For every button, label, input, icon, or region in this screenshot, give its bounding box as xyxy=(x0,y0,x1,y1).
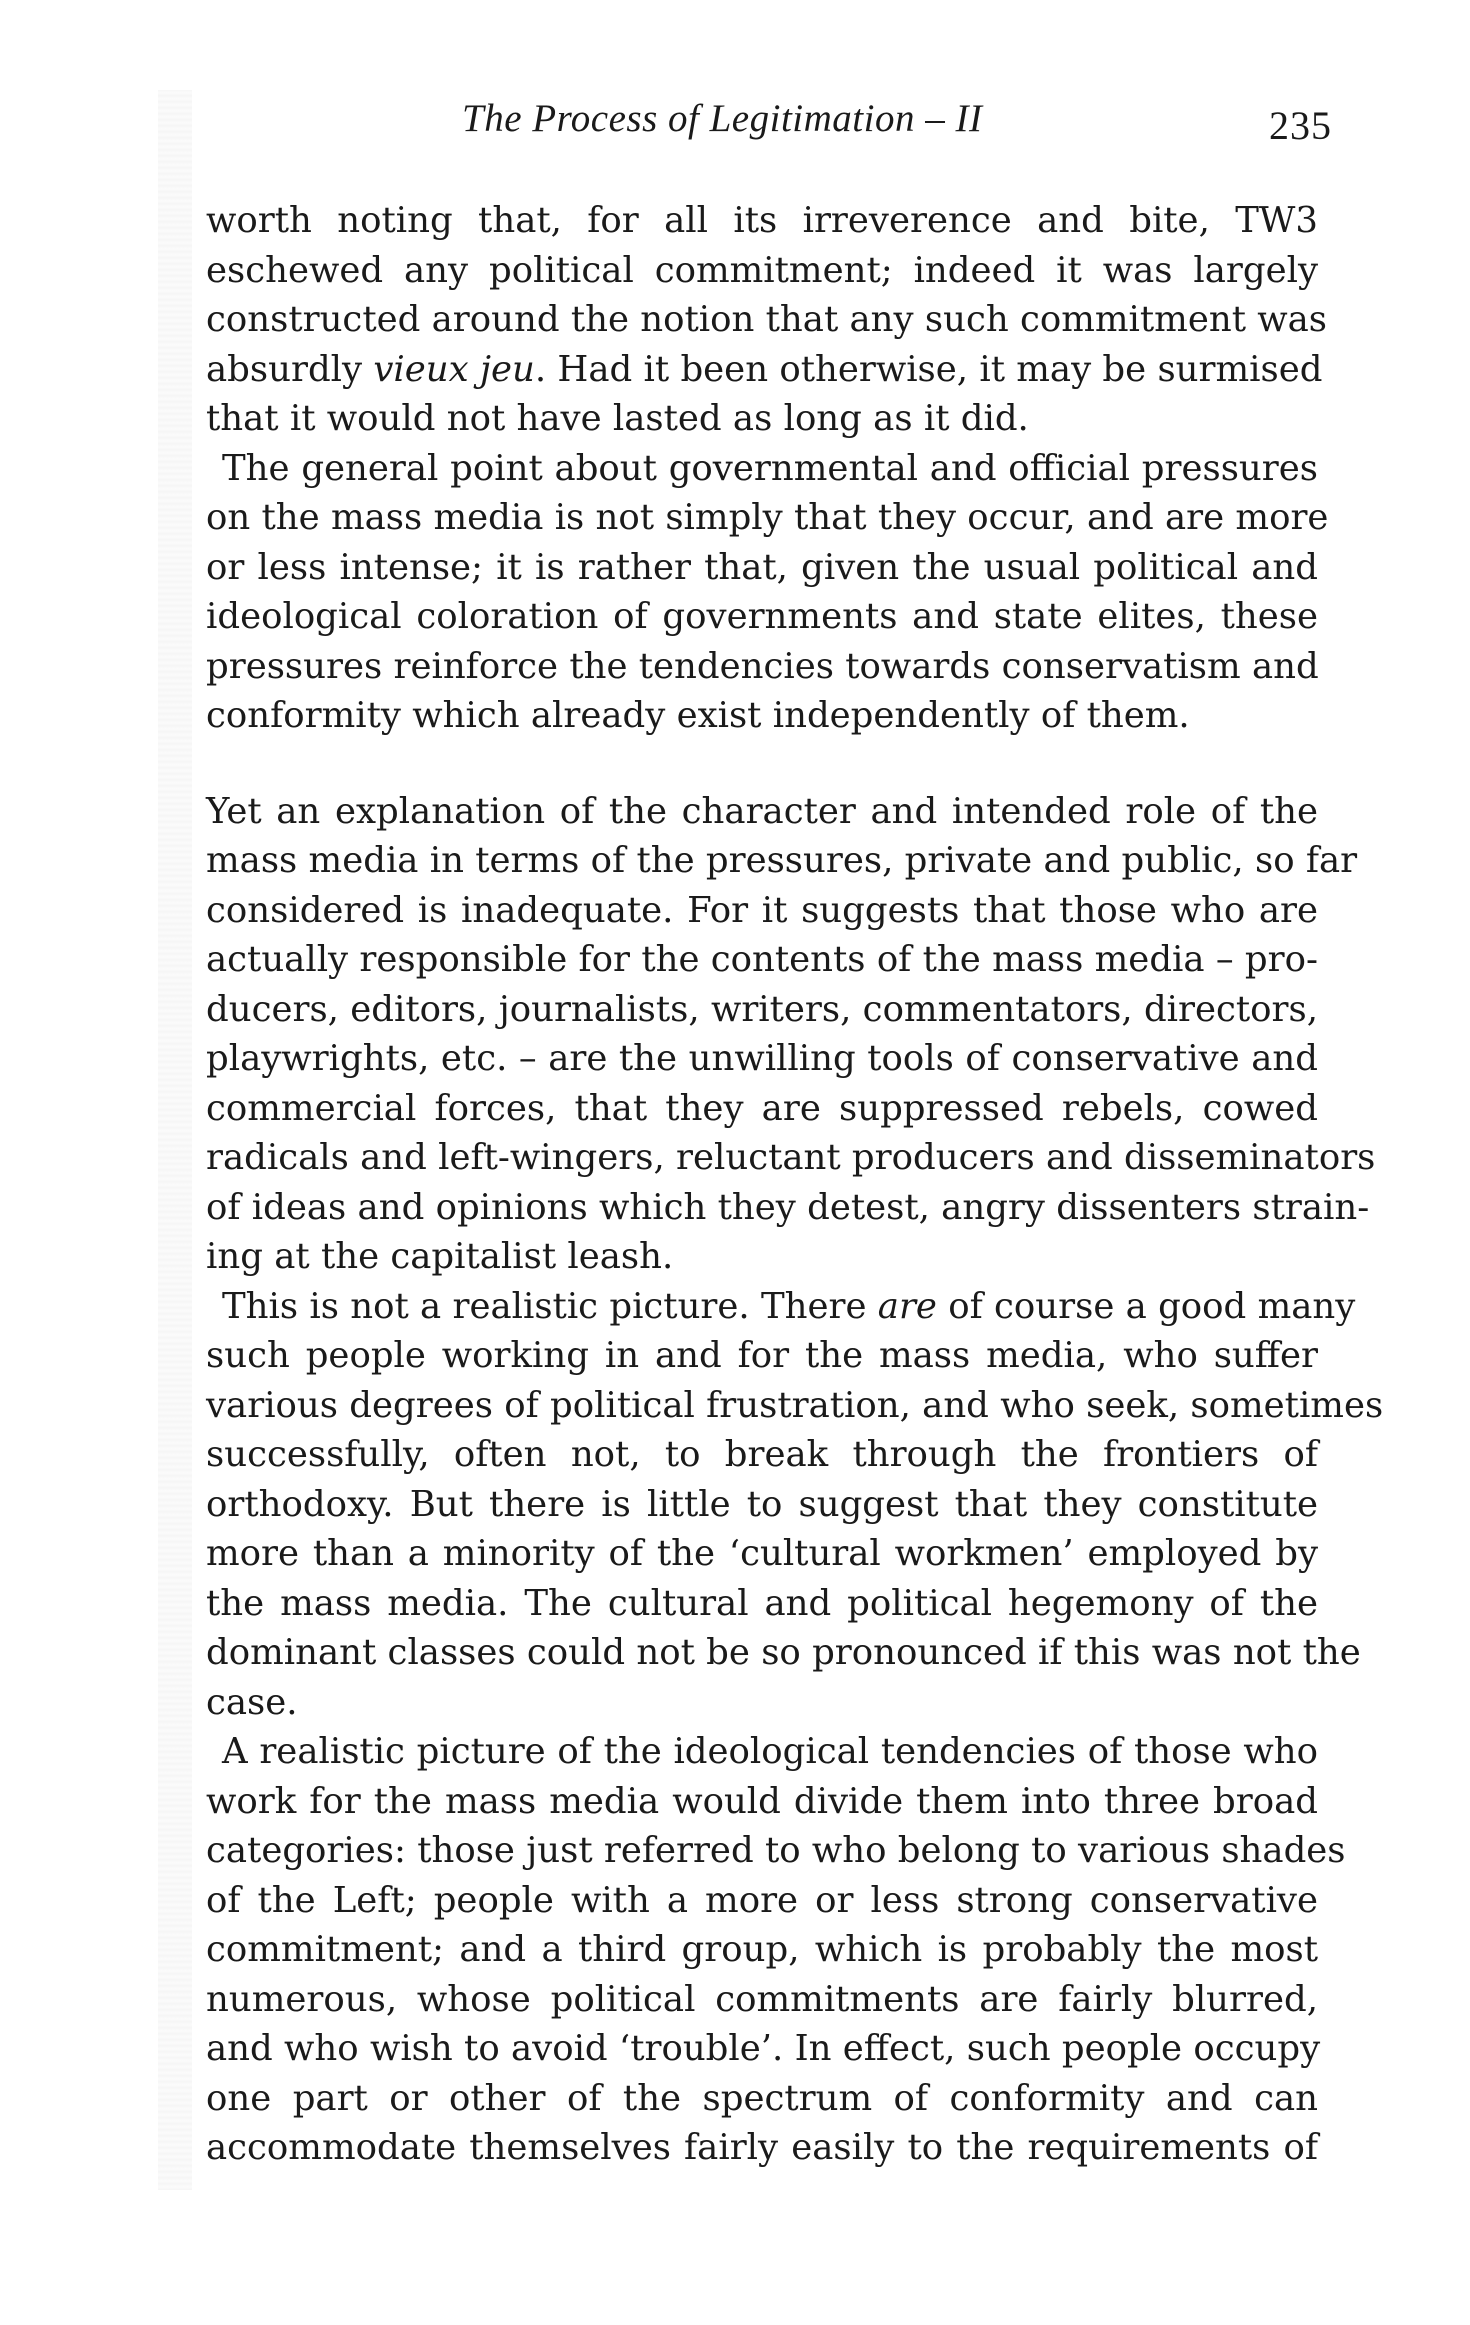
text-line: orthodoxy. But there is little to suggest that they constitute xyxy=(206,1483,1318,1525)
line-text: absurdly xyxy=(206,348,374,390)
text-line: constructed around the notion that any such commitment was xyxy=(206,299,1328,340)
line-text: . Had it been otherwise, it may be surmised xyxy=(534,348,1323,390)
text-line: or less intense; it is rather that, given the usual political and xyxy=(206,546,1318,588)
text-line: considered is inadequate. For it suggests that those who are xyxy=(206,889,1318,931)
text-line: and who wish to avoid ‘trouble’. In effect, such people occupy xyxy=(206,2028,1321,2069)
line-text: of course a good many xyxy=(936,1285,1356,1327)
text-line: that it would not have lasted as long as it did. xyxy=(206,398,1029,439)
line-text: This is not a realistic picture. There xyxy=(222,1285,878,1327)
text-line xyxy=(206,1282,1356,1332)
paragraph xyxy=(206,787,1376,1282)
text-line: radicals and left-wingers, reluctant producers and disseminators xyxy=(206,1137,1376,1178)
text-line: playwrights, etc. – are the unwilling tools of conservative and xyxy=(206,1038,1318,1079)
text-line: ducers, editors, journalists, writers, commentators, directors, xyxy=(206,988,1319,1030)
running-head xyxy=(200,96,1350,156)
scan-shadow xyxy=(158,90,192,2190)
text-line: case. xyxy=(206,1681,298,1723)
text-line: accommodate themselves fairly easily to the requirements of xyxy=(206,2127,1318,2168)
paragraph xyxy=(206,1727,1346,2173)
text-line: ideological coloration of governments and state elites, these xyxy=(206,596,1318,637)
text-line: numerous, whose political commitments are fairly blurred, xyxy=(206,1978,1318,2020)
text-line: work for the mass media would divide them into three broad xyxy=(206,1780,1318,1822)
paragraph xyxy=(206,444,1329,741)
body-text xyxy=(206,196,1384,2173)
running-title: The Process of Legitimation – II xyxy=(462,97,983,140)
text-line: on the mass media is not simply that they occur, and are more xyxy=(206,497,1329,538)
text-line: The general point about governmental and official pressures xyxy=(222,447,1318,489)
text-line: such people working in and for the mass media, who suffer xyxy=(206,1335,1318,1376)
text-line: one part or other of the spectrum of conformity and can xyxy=(206,2077,1318,2119)
text-line: commitment; and a third group, which is probably the most xyxy=(206,1929,1318,1970)
italic-phrase: are xyxy=(877,1285,937,1327)
text-line: of ideas and opinions which they detest, angry dissenters strain- xyxy=(206,1186,1370,1228)
text-line: worth noting that, for all its irreverence and bite, TW3 xyxy=(206,200,1318,241)
text-line: A realistic picture of the ideological tendencies of those who xyxy=(222,1731,1318,1772)
text-line: various degrees of political frustration, and who seek, sometimes xyxy=(206,1384,1384,1426)
text-line: actually responsible for the contents of the mass media – pro- xyxy=(206,939,1318,980)
text-line: successfully, often not, to break through the frontiers of xyxy=(206,1434,1318,1475)
page-number: 235 xyxy=(1269,103,1332,148)
text-line: conformity which already exist independently of them. xyxy=(206,695,1190,736)
text-line: pressures reinforce the tendencies towards conservatism and xyxy=(206,645,1319,687)
paragraph xyxy=(206,196,1328,444)
text-line: more than a minority of the ‘cultural workmen’ employed by xyxy=(206,1533,1318,1574)
text-line: Yet an explanation of the character and intended role of the xyxy=(206,790,1318,832)
text-line: mass media in terms of the pressures, private and public, so far xyxy=(206,840,1358,881)
paragraph xyxy=(206,1282,1384,1728)
text-line: of the Left; people with a more or less strong conservative xyxy=(206,1879,1318,1921)
paragraph-gap xyxy=(206,741,1318,787)
text-line: ing at the capitalist leash. xyxy=(206,1236,674,1277)
text-line xyxy=(206,345,1323,395)
italic-phrase: vieux jeu xyxy=(373,348,535,390)
text-line: categories: those just referred to who belong to various shades xyxy=(206,1830,1346,1871)
text-line: dominant classes could not be so pronounced if this was not the xyxy=(206,1632,1361,1673)
text-line: the mass media. The cultural and political hegemony of the xyxy=(206,1582,1318,1624)
text-line: eschewed any political commitment; indeed it was largely xyxy=(206,249,1318,291)
text-line: commercial forces, that they are suppressed rebels, cowed xyxy=(206,1087,1318,1129)
